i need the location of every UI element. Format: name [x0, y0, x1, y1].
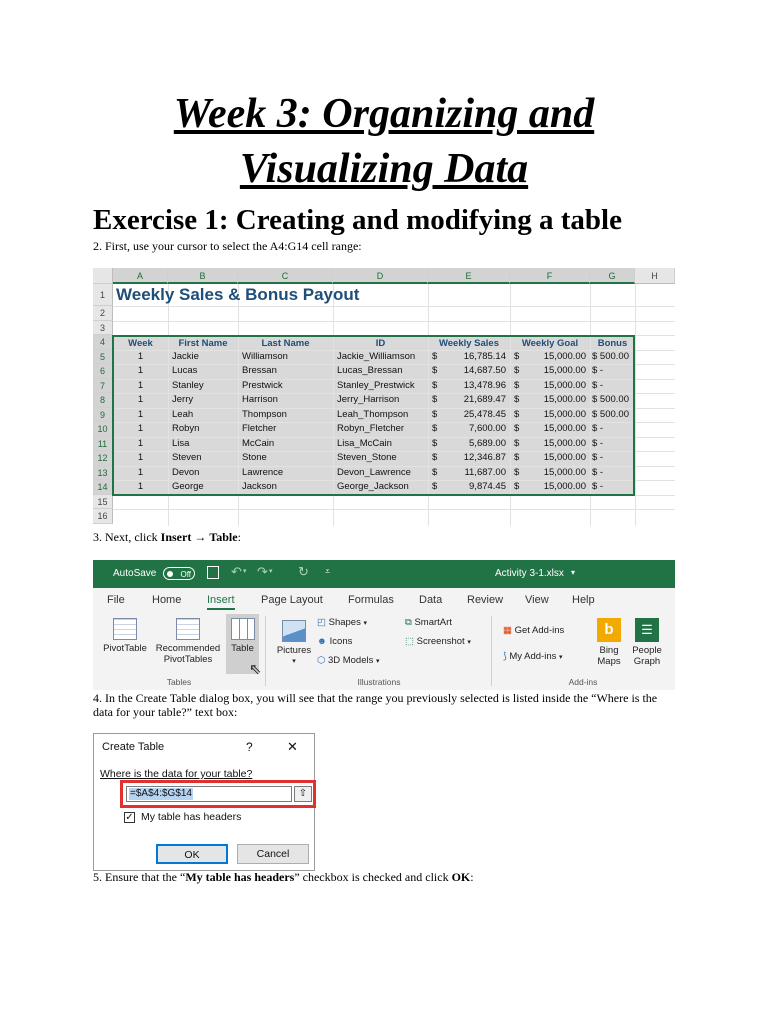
- cell-last-name[interactable]: Harrison: [242, 394, 278, 405]
- cell-bonus[interactable]: $ -: [592, 379, 604, 391]
- pictures-label: Pictures: [276, 645, 312, 656]
- excel-ribbon-screenshot: [93, 560, 675, 690]
- cell-last-name[interactable]: Jackson: [242, 481, 277, 492]
- row-header-6[interactable]: 6: [93, 364, 113, 379]
- cell-goal-currency[interactable]: $: [514, 423, 520, 434]
- range-prompt: Where is the data for your table?: [100, 768, 253, 780]
- step-5-text: [93, 870, 673, 884]
- customize-toolbar-icon[interactable]: ⩡: [325, 566, 331, 576]
- column-header-e[interactable]: E: [428, 268, 510, 284]
- cell-last-name[interactable]: Thompson: [242, 408, 287, 420]
- pivottable-icon: [113, 618, 137, 640]
- step-2-text: 2. First, use your cursor to select the A4:G14 cell range:: [93, 239, 362, 253]
- cell-id[interactable]: Devon_Lawrence: [337, 466, 411, 478]
- cell-week[interactable]: 1: [137, 394, 144, 405]
- row-header-4[interactable]: 4: [93, 335, 113, 350]
- mouse-cursor-icon: ⇖: [249, 661, 262, 678]
- grid-line: [113, 306, 675, 307]
- cell-id[interactable]: Lucas_Bressan: [337, 365, 403, 376]
- cell-bonus[interactable]: $ -: [592, 437, 604, 449]
- exercise-heading: Exercise 1: Creating and modifying a table: [93, 204, 622, 236]
- cell-id[interactable]: Stanley_Prestwick: [337, 379, 415, 391]
- smartart-button[interactable]: [405, 617, 452, 628]
- header-weekly-sales: Weekly Sales: [438, 338, 500, 349]
- cell-week[interactable]: 1: [137, 365, 144, 376]
- cell-weekly-sales[interactable]: 7,600.00: [469, 423, 506, 434]
- cell-weekly-sales[interactable]: 12,346.87: [463, 452, 506, 463]
- cell-last-name[interactable]: Bressan: [242, 365, 277, 376]
- cell-weekly-sales[interactable]: 13,478.96: [463, 379, 506, 391]
- cell-weekly-sales[interactable]: 9,874.45: [469, 481, 506, 492]
- cell-weekly-sales[interactable]: 5,689.00: [469, 437, 506, 449]
- group-separator: [491, 616, 492, 686]
- cell-sales-currency[interactable]: $: [432, 394, 438, 405]
- toggle-knob-icon: [167, 571, 173, 577]
- cell-weekly-goal[interactable]: 15,000.00: [543, 452, 586, 463]
- table-label: Table: [231, 643, 254, 654]
- close-icon[interactable]: ✕: [287, 739, 298, 754]
- table-icon: [231, 618, 255, 640]
- 3d-models-dropdown-icon: ▾: [376, 658, 380, 665]
- cell-week[interactable]: 1: [137, 481, 144, 492]
- autosave-toggle[interactable]: [163, 567, 195, 580]
- pictures-button[interactable]: [273, 620, 315, 667]
- people-label-2: Graph: [633, 656, 661, 667]
- shapes-icon: ◰: [317, 617, 326, 628]
- pivottable-button[interactable]: [99, 618, 151, 654]
- cell-goal-currency[interactable]: $: [514, 466, 520, 478]
- file-name-dropdown-icon[interactable]: ▾: [571, 568, 576, 577]
- cell-first-name[interactable]: Lisa: [172, 437, 190, 449]
- my-addins-icon: ⟆: [503, 651, 507, 662]
- screenshot-dropdown-icon: ▾: [467, 639, 471, 646]
- cell-last-name[interactable]: Lawrence: [242, 466, 284, 478]
- doc-title-line-2: Visualizing Data: [239, 146, 529, 192]
- cell-sales-currency[interactable]: $: [432, 437, 438, 449]
- cell-id[interactable]: Robyn_Fletcher: [337, 423, 405, 434]
- step-3-arrow: →: [191, 530, 210, 544]
- redo-icon[interactable]: ↷: [257, 564, 268, 579]
- help-icon[interactable]: ?: [246, 740, 253, 754]
- cell-first-name[interactable]: Jerry: [172, 394, 194, 405]
- my-addins-label: My Add-ins: [509, 651, 557, 662]
- cell-weekly-sales[interactable]: 14,687.50: [463, 365, 506, 376]
- undo-icon[interactable]: ↶: [231, 564, 242, 579]
- screenshot-label: Screenshot: [416, 636, 465, 647]
- 3d-models-icon: ⬡: [317, 655, 326, 666]
- column-header-a[interactable]: A: [113, 268, 168, 284]
- cell-week[interactable]: 1: [137, 408, 144, 420]
- cell-goal-currency[interactable]: $: [514, 394, 520, 405]
- my-addins-dropdown-icon: ▾: [559, 654, 563, 661]
- recommended-pivottables-icon: [176, 618, 200, 640]
- headers-checkbox-label: My table has headers: [141, 811, 242, 823]
- repeat-icon[interactable]: ↻: [298, 564, 309, 579]
- people-graph-button[interactable]: [627, 618, 667, 667]
- column-header-d[interactable]: D: [333, 268, 428, 284]
- cell-bonus[interactable]: $ -: [592, 452, 604, 463]
- bing-label-2: Maps: [597, 656, 621, 667]
- cell-weekly-goal[interactable]: 15,000.00: [543, 481, 586, 492]
- cell-weekly-sales[interactable]: 16,785.14: [463, 350, 506, 362]
- tab-formulas[interactable]: Formulas: [348, 594, 394, 606]
- cell-first-name[interactable]: Lucas: [172, 365, 198, 376]
- bing-label-1: Bing: [599, 645, 619, 656]
- pictures-dropdown-icon: ▾: [292, 658, 296, 665]
- screenshot-icon: ⬚: [405, 636, 414, 647]
- people-label-1: People: [632, 645, 662, 656]
- 3d-models-label: 3D Models: [327, 655, 374, 666]
- 3d-models-button[interactable]: [317, 655, 380, 666]
- header-last-name: Last Name: [261, 338, 310, 349]
- tab-review[interactable]: Review: [467, 594, 504, 606]
- row-header-3[interactable]: 3: [93, 321, 113, 336]
- dialog-title: Create Table: [102, 741, 165, 753]
- cell-bonus[interactable]: $ 500.00: [592, 408, 629, 420]
- cell-sales-currency[interactable]: $: [432, 481, 438, 492]
- collapse-dialog-icon[interactable]: ⇧: [294, 786, 312, 802]
- group-label-illustrations: Illustrations: [357, 677, 401, 687]
- grid-line: [113, 509, 675, 510]
- cell-week[interactable]: 1: [137, 379, 144, 391]
- cell-week[interactable]: 1: [137, 350, 144, 362]
- cell-first-name[interactable]: Leah: [172, 408, 194, 420]
- step-3-suffix: :: [237, 530, 241, 544]
- cell-sales-currency[interactable]: $: [432, 408, 438, 420]
- cell-last-name[interactable]: Williamson: [242, 350, 288, 362]
- cell-weekly-goal[interactable]: 15,000.00: [543, 466, 586, 478]
- column-header-b[interactable]: B: [168, 268, 238, 284]
- icons-label: Icons: [329, 636, 353, 647]
- tab-help[interactable]: Help: [572, 594, 595, 606]
- smartart-icon: ⧉: [405, 617, 412, 628]
- headers-checkbox[interactable]: ✓: [125, 812, 134, 823]
- header-first-name: First Name: [178, 338, 228, 349]
- cell-id[interactable]: George_Jackson: [337, 481, 409, 492]
- cell-last-name[interactable]: Prestwick: [242, 379, 283, 391]
- row-header-14[interactable]: 14: [93, 480, 113, 495]
- select-all-corner[interactable]: [93, 268, 113, 284]
- cell-first-name[interactable]: Robyn: [172, 423, 200, 434]
- column-header-g[interactable]: G: [590, 268, 635, 284]
- cell-last-name[interactable]: McCain: [242, 437, 275, 449]
- row-header-5[interactable]: 5: [93, 350, 113, 365]
- cell-weekly-goal[interactable]: 15,000.00: [543, 423, 586, 434]
- range-highlight: [120, 780, 316, 808]
- range-input[interactable]: [126, 786, 292, 802]
- doc-title-line-1: Week 3: Organizing and: [173, 91, 595, 137]
- cell-sales-currency[interactable]: $: [432, 379, 438, 391]
- cell-bonus[interactable]: $ 500.00: [592, 394, 629, 405]
- step-5-bold: My table has headers: [185, 870, 295, 884]
- ribbon-toolbar: [93, 612, 675, 690]
- row-header-15[interactable]: 15: [93, 495, 113, 510]
- recommended-label-1: Recommended: [155, 643, 221, 654]
- cell-sales-currency[interactable]: $: [432, 350, 438, 362]
- ok-button[interactable]: OK: [156, 844, 228, 864]
- sheet-title: Weekly Sales & Bonus Payout: [116, 285, 360, 304]
- cell-bonus[interactable]: $ -: [592, 365, 604, 376]
- cell-first-name[interactable]: Stanley: [172, 379, 204, 391]
- cell-goal-currency[interactable]: $: [514, 437, 520, 449]
- recommended-pivottables-button[interactable]: [151, 618, 225, 665]
- cell-weekly-goal[interactable]: 15,000.00: [543, 365, 586, 376]
- cell-weekly-goal[interactable]: 15,000.00: [543, 437, 586, 449]
- row-header-7[interactable]: 7: [93, 379, 113, 394]
- column-header-h[interactable]: H: [635, 268, 675, 284]
- cell-id[interactable]: Leah_Thompson: [337, 408, 409, 420]
- shapes-button[interactable]: [317, 617, 367, 628]
- my-addins-button[interactable]: [503, 651, 563, 662]
- tab-view[interactable]: View: [525, 594, 549, 606]
- cell-weekly-sales[interactable]: 25,478.45: [463, 408, 506, 420]
- cell-weekly-goal[interactable]: 15,000.00: [543, 408, 586, 420]
- cell-bonus[interactable]: $ -: [592, 423, 604, 434]
- undo-dropdown-icon[interactable]: ▾: [243, 568, 247, 575]
- cell-week[interactable]: 1: [137, 437, 144, 449]
- cell-goal-currency[interactable]: $: [514, 452, 520, 463]
- header-bonus: Bonus: [597, 338, 628, 349]
- cell-weekly-sales[interactable]: 21,689.47: [463, 394, 506, 405]
- step-3-text: [93, 530, 673, 544]
- redo-dropdown-icon[interactable]: ▾: [269, 568, 273, 575]
- icons-button[interactable]: [317, 636, 352, 647]
- store-icon: ▦: [503, 625, 512, 636]
- column-header-f[interactable]: F: [510, 268, 590, 284]
- row-header-8[interactable]: 8: [93, 393, 113, 408]
- get-addins-button[interactable]: [503, 625, 564, 636]
- cell-bonus[interactable]: $ -: [592, 466, 604, 478]
- tab-data[interactable]: Data: [419, 594, 443, 606]
- cell-sales-currency[interactable]: $: [432, 365, 438, 376]
- cell-weekly-goal[interactable]: 15,000.00: [543, 350, 586, 362]
- tab-file[interactable]: File: [107, 594, 125, 606]
- save-icon[interactable]: [207, 566, 219, 579]
- cell-first-name[interactable]: Jackie: [172, 350, 199, 362]
- row-header-16[interactable]: 16: [93, 509, 113, 524]
- row-header-9[interactable]: 9: [93, 408, 113, 423]
- smartart-label: SmartArt: [414, 617, 452, 628]
- cell-last-name[interactable]: Fletcher: [242, 423, 277, 434]
- step-3-insert: Insert: [160, 530, 192, 544]
- cell-id[interactable]: Steven_Stone: [337, 452, 397, 463]
- cell-week[interactable]: 1: [137, 452, 144, 463]
- shapes-label: Shapes: [328, 617, 361, 628]
- step-3-table: Table: [209, 530, 238, 544]
- title-bar: [93, 560, 675, 588]
- step-5-ok: OK: [451, 870, 471, 884]
- screenshot-button[interactable]: [405, 636, 471, 647]
- cell-goal-currency[interactable]: $: [514, 350, 520, 362]
- create-table-dialog: [93, 733, 315, 871]
- get-addins-label: Get Add-ins: [514, 625, 565, 636]
- cell-week[interactable]: 1: [137, 466, 144, 478]
- cancel-button[interactable]: Cancel: [237, 844, 309, 864]
- spreadsheet-screenshot: [93, 268, 675, 526]
- column-header-c[interactable]: C: [238, 268, 333, 284]
- cell-weekly-goal[interactable]: 15,000.00: [543, 379, 586, 391]
- autosave-label: AutoSave: [113, 568, 157, 579]
- cell-bonus[interactable]: $ 500.00: [592, 350, 629, 362]
- grid-line: [113, 321, 675, 322]
- pictures-icon: [282, 620, 306, 642]
- header-weekly-goal: Weekly Goal: [521, 338, 579, 349]
- cell-id[interactable]: Jackie_Williamson: [337, 350, 416, 362]
- ribbon-tabs: [93, 588, 675, 612]
- row-header-2[interactable]: 2: [93, 306, 113, 321]
- cell-goal-currency[interactable]: $: [514, 408, 520, 420]
- step-3-prefix: 3. Next, click: [93, 530, 161, 544]
- file-name[interactable]: Activity 3-1.xlsx: [495, 568, 564, 579]
- row-header-11[interactable]: 11: [93, 437, 113, 452]
- cell-first-name[interactable]: Devon: [172, 466, 200, 478]
- row-header-13[interactable]: 13: [93, 466, 113, 481]
- cell-goal-currency[interactable]: $: [514, 379, 520, 391]
- step-5-mid: ” checkbox is checked and click: [294, 870, 452, 884]
- row-header-12[interactable]: 12: [93, 451, 113, 466]
- bing-maps-button[interactable]: [593, 618, 625, 667]
- icons-icon: ☻: [317, 636, 327, 647]
- header-week: Week: [128, 338, 153, 349]
- cell-weekly-sales[interactable]: 11,687.00: [464, 466, 506, 478]
- group-label-addins: Add-ins: [568, 677, 598, 687]
- row-header-1[interactable]: 1: [93, 284, 113, 306]
- group-separator: [265, 616, 266, 686]
- cell-goal-currency[interactable]: $: [514, 365, 520, 376]
- cell-sales-currency[interactable]: $: [432, 452, 438, 463]
- cell-first-name[interactable]: Steven: [172, 452, 202, 463]
- cell-sales-currency[interactable]: $: [432, 423, 438, 434]
- step-5-prefix: 5. Ensure that the “: [93, 870, 186, 884]
- cell-id[interactable]: Lisa_McCain: [337, 437, 392, 449]
- tab-home[interactable]: Home: [152, 594, 182, 606]
- cell-weekly-goal[interactable]: 15,000.00: [543, 394, 586, 405]
- range-input-value: =$A$4:$G$14: [130, 788, 192, 799]
- recommended-label-2: PivotTables: [163, 654, 213, 665]
- cell-sales-currency[interactable]: $: [432, 466, 438, 478]
- step-4-text: 4. In the Create Table dialog box, you will see that the range you previously selected is listed inside the “Where is the data for your table?” text box:: [93, 691, 658, 719]
- cell-goal-currency[interactable]: $: [514, 481, 520, 492]
- row-header-10[interactable]: 10: [93, 422, 113, 437]
- autosave-toggle-state: Off: [180, 570, 191, 579]
- cell-week[interactable]: 1: [137, 423, 144, 434]
- header-id: ID: [375, 338, 386, 349]
- pivottable-label: PivotTable: [103, 643, 147, 654]
- cell-bonus[interactable]: $ -: [592, 481, 604, 492]
- cell-first-name[interactable]: George: [172, 481, 204, 492]
- step-5-suffix: :: [470, 870, 474, 884]
- tab-insert[interactable]: Insert: [207, 594, 235, 610]
- tab-page-layout[interactable]: Page Layout: [261, 594, 323, 606]
- group-label-tables: Tables: [166, 677, 192, 687]
- cell-last-name[interactable]: Stone: [242, 452, 267, 463]
- cell-id[interactable]: Jerry_Harrison: [337, 394, 400, 405]
- shapes-dropdown-icon: ▾: [363, 620, 368, 627]
- selection-border: [112, 335, 635, 496]
- people-graph-icon: ☰: [635, 618, 659, 642]
- bing-icon: b: [597, 618, 621, 642]
